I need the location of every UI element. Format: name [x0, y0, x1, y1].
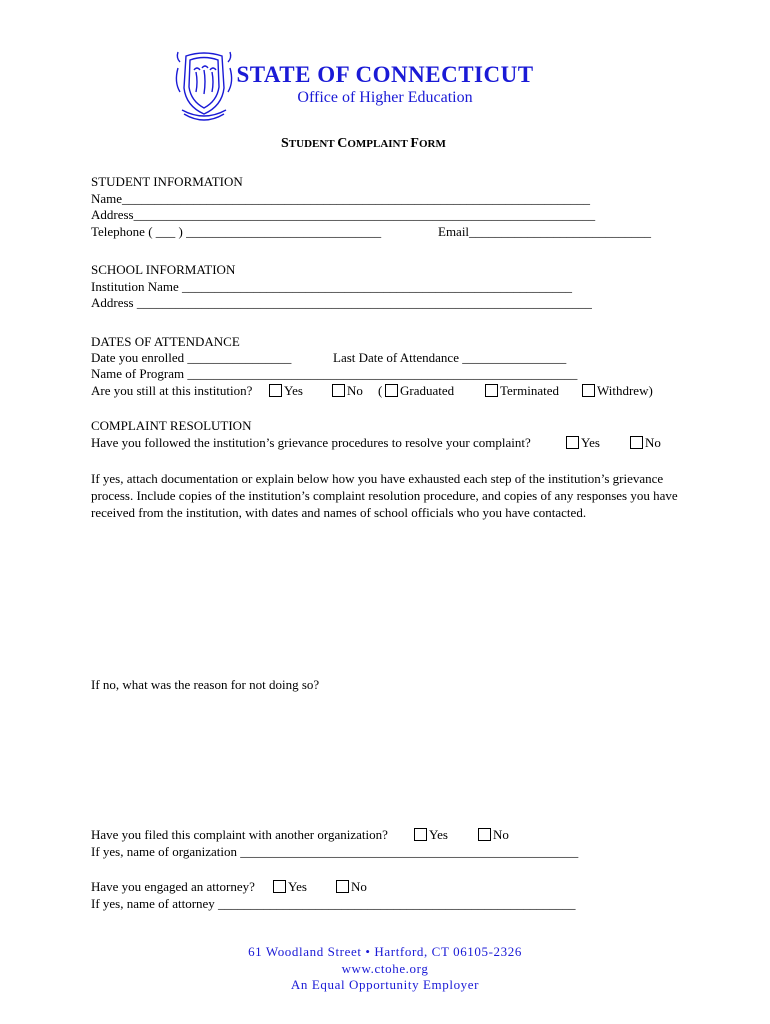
- withdrew-option[interactable]: [582, 383, 653, 399]
- grievance-yes-option[interactable]: [566, 435, 600, 451]
- terminated-option[interactable]: [485, 383, 559, 399]
- footer-address: 61 Woodland Street • Hartford, CT 06105-2326: [248, 944, 522, 959]
- other-org-no-option[interactable]: [478, 827, 509, 843]
- terminated-checkbox[interactable]: [485, 384, 498, 397]
- student-telephone-field[interactable]: Telephone ( ___ ) ______________________________: [91, 224, 382, 239]
- other-org-yes-label: Yes: [429, 827, 448, 842]
- attorney-no-checkbox[interactable]: [336, 880, 349, 893]
- attorney-no-label: No: [351, 879, 367, 894]
- grievance-question: Have you followed the institution’s grievance procedures to resolve your complaint?: [91, 435, 531, 450]
- other-org-no-label: No: [493, 827, 509, 842]
- dates-heading: DATES OF ATTENDANCE: [91, 334, 240, 349]
- if-yes-instructions: If yes, attach documentation or explain below how you have exhausted each step of the institution’s grievance process. Include copies of the institution’s complaint resolution procedure, and copies of any responses you have received from the institution, with dates and names of school officials who you have contacted.: [91, 471, 678, 520]
- office-subtitle: Office of Higher Education: [297, 89, 473, 106]
- graduated-label: Graduated: [400, 383, 455, 398]
- program-name-field[interactable]: Name of Program ____________________________________________________________: [91, 366, 578, 381]
- form-title: STUDENT COMPLAINT FORM: [281, 136, 446, 151]
- grievance-no-option[interactable]: [630, 435, 661, 451]
- withdrew-checkbox[interactable]: [582, 384, 595, 397]
- still-attending-row: [91, 383, 252, 399]
- student-name-field[interactable]: Name________________________________________________________________________: [91, 191, 591, 206]
- other-org-yes-option[interactable]: [414, 827, 448, 843]
- terminated-label: Terminated: [500, 383, 560, 398]
- student-info-heading: STUDENT INFORMATION: [91, 174, 243, 189]
- school-info-heading: SCHOOL INFORMATION: [91, 262, 236, 277]
- if-no-question: If no, what was the reason for not doing so?: [91, 677, 320, 692]
- attorney-name-field[interactable]: If yes, name of attorney _______________________________________________________: [91, 896, 576, 911]
- resolution-heading: COMPLAINT RESOLUTION: [91, 418, 252, 433]
- still-attending-question: Are you still at this institution?: [91, 383, 253, 398]
- still-no-option[interactable]: [332, 383, 363, 399]
- student-address-field[interactable]: Address_______________________________________________________________________: [91, 207, 596, 222]
- student-email-field[interactable]: Email____________________________: [438, 224, 652, 239]
- state-title: STATE OF CONNECTICUT: [236, 62, 534, 87]
- if-yes-explanation-area[interactable]: [91, 540, 681, 670]
- attorney-yes-option[interactable]: [273, 879, 307, 895]
- graduated-option[interactable]: [385, 383, 454, 399]
- grievance-no-label: No: [645, 435, 661, 450]
- grievance-yes-checkbox[interactable]: [566, 436, 579, 449]
- still-yes-label: Yes: [284, 383, 303, 398]
- attorney-question: Have you engaged an attorney?: [91, 879, 255, 894]
- still-no-label: No: [347, 383, 363, 398]
- withdrew-label: Withdrew): [597, 383, 653, 398]
- attorney-yes-label: Yes: [288, 879, 307, 894]
- attorney-no-option[interactable]: [336, 879, 367, 895]
- last-date-field[interactable]: Last Date of Attendance ________________: [333, 350, 567, 365]
- footer-eoe: An Equal Opportunity Employer: [290, 977, 480, 992]
- still-yes-checkbox[interactable]: [269, 384, 282, 397]
- grievance-no-checkbox[interactable]: [630, 436, 643, 449]
- other-org-question: Have you filed this complaint with another organization?: [91, 827, 388, 842]
- still-yes-option[interactable]: [269, 383, 303, 399]
- grievance-yes-label: Yes: [581, 435, 600, 450]
- graduated-checkbox[interactable]: [385, 384, 398, 397]
- paren-open: (: [378, 383, 383, 398]
- school-address-field[interactable]: Address ______________________________________________________________________: [91, 295, 592, 310]
- footer-website[interactable]: www.ctohe.org: [341, 961, 429, 976]
- if-no-explanation-area[interactable]: [91, 697, 681, 822]
- other-org-yes-checkbox[interactable]: [414, 828, 427, 841]
- still-no-checkbox[interactable]: [332, 384, 345, 397]
- other-org-no-checkbox[interactable]: [478, 828, 491, 841]
- date-enrolled-field[interactable]: Date you enrolled ________________: [91, 350, 292, 365]
- institution-name-field[interactable]: Institution Name ____________________________________________________________: [91, 279, 572, 294]
- other-org-name-field[interactable]: If yes, name of organization ____________________________________________________: [91, 844, 579, 859]
- attorney-yes-checkbox[interactable]: [273, 880, 286, 893]
